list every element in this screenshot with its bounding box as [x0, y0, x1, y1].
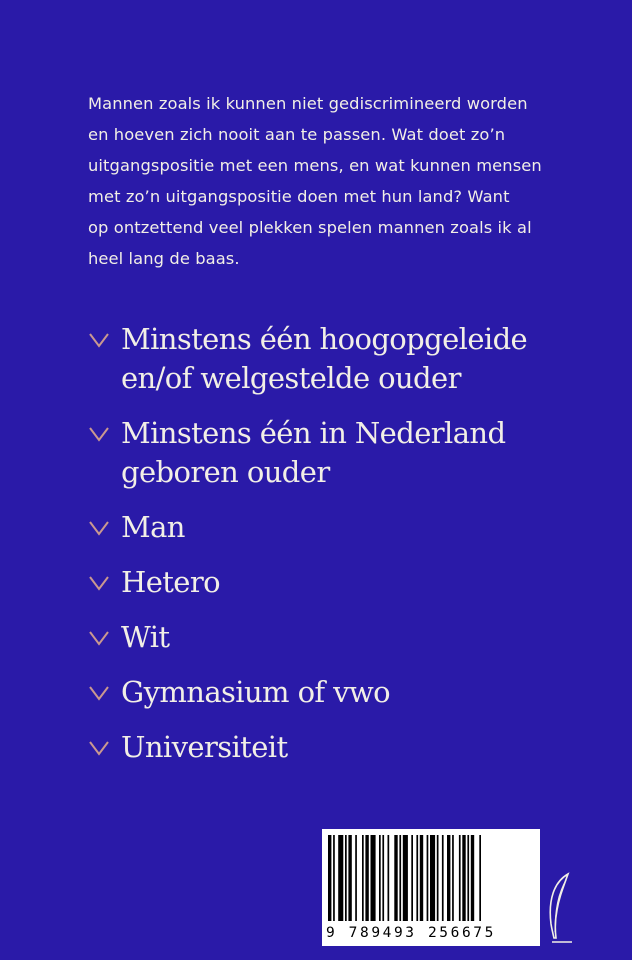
barcode-bar: [333, 835, 335, 921]
checklist-label: Minstens één in Nederland geboren ouder: [121, 416, 506, 489]
barcode-bar: [479, 835, 481, 921]
chevron-down-icon: [88, 684, 110, 702]
quill-pen-logo: [544, 872, 574, 944]
chevron-down-icon: [88, 519, 110, 537]
barcode-bar: [427, 835, 429, 921]
chevron-down-icon: [88, 739, 110, 757]
barcode-bar: [379, 835, 381, 921]
barcode-bar: [355, 835, 357, 921]
checklist-label: Universiteit: [121, 730, 288, 764]
barcode-bar: [362, 835, 364, 921]
privilege-checklist: [88, 320, 588, 767]
barcode-bar: [411, 835, 413, 921]
checklist-item: [88, 414, 588, 492]
checklist-item: [88, 508, 588, 547]
blurb-line: uitgangspositie met een mens, en wat kunnen mensen: [88, 156, 542, 175]
checklist-label: Wit: [121, 620, 170, 654]
barcode-bar: [430, 835, 435, 921]
barcode-bar: [365, 835, 368, 921]
barcode-bar: [338, 835, 343, 921]
chevron-down-icon: [88, 425, 110, 443]
barcode-bar: [447, 835, 450, 921]
barcode-bar: [459, 835, 461, 921]
blurb-line: Mannen zoals ik kunnen niet gediscrimineerd worden: [88, 94, 528, 113]
chevron-down-icon: [88, 574, 110, 592]
barcode-bar: [420, 835, 423, 921]
checklist-label: Hetero: [121, 565, 220, 599]
barcode-bar: [416, 835, 418, 921]
barcode-bar: [348, 835, 351, 921]
checklist-item: [88, 673, 588, 712]
checklist-item: [88, 320, 588, 398]
checklist-item: [88, 563, 588, 602]
barcode-bar: [345, 835, 347, 921]
isbn-barcode: [322, 829, 540, 946]
blurb-line: en hoeven zich nooit aan te passen. Wat doet zo’n: [88, 125, 506, 144]
checklist-label: Man: [121, 510, 185, 544]
blurb-paragraph: [88, 88, 558, 274]
barcode-bar: [388, 835, 390, 921]
barcode-bar: [462, 835, 465, 921]
barcode-bar: [467, 835, 469, 921]
barcode-bar: [403, 835, 408, 921]
barcode-bar: [399, 835, 401, 921]
barcode-bar: [394, 835, 397, 921]
chevron-down-icon: [88, 629, 110, 647]
barcode-bar: [442, 835, 444, 921]
checklist-label: Gymnasium of vwo: [121, 675, 391, 709]
barcode-bar: [371, 835, 376, 921]
checklist-label: Minstens één hoogopgeleide en/of welgestelde ouder: [121, 322, 528, 395]
barcode-bar: [437, 835, 439, 921]
blurb-line: heel lang de baas.: [88, 249, 240, 268]
barcode-bar: [328, 835, 331, 921]
barcode-bar: [452, 835, 454, 921]
blurb-line: met zo’n uitgangspositie doen met hun land? Want: [88, 187, 510, 206]
barcode-bar: [471, 835, 474, 921]
blurb-line: op ontzettend veel plekken spelen mannen zoals ik al: [88, 218, 532, 237]
chevron-down-icon: [88, 331, 110, 349]
isbn-number: 9 789493 256675: [326, 925, 496, 941]
barcode-bar: [382, 835, 384, 921]
checklist-item: [88, 618, 588, 657]
checklist-item: [88, 728, 588, 767]
